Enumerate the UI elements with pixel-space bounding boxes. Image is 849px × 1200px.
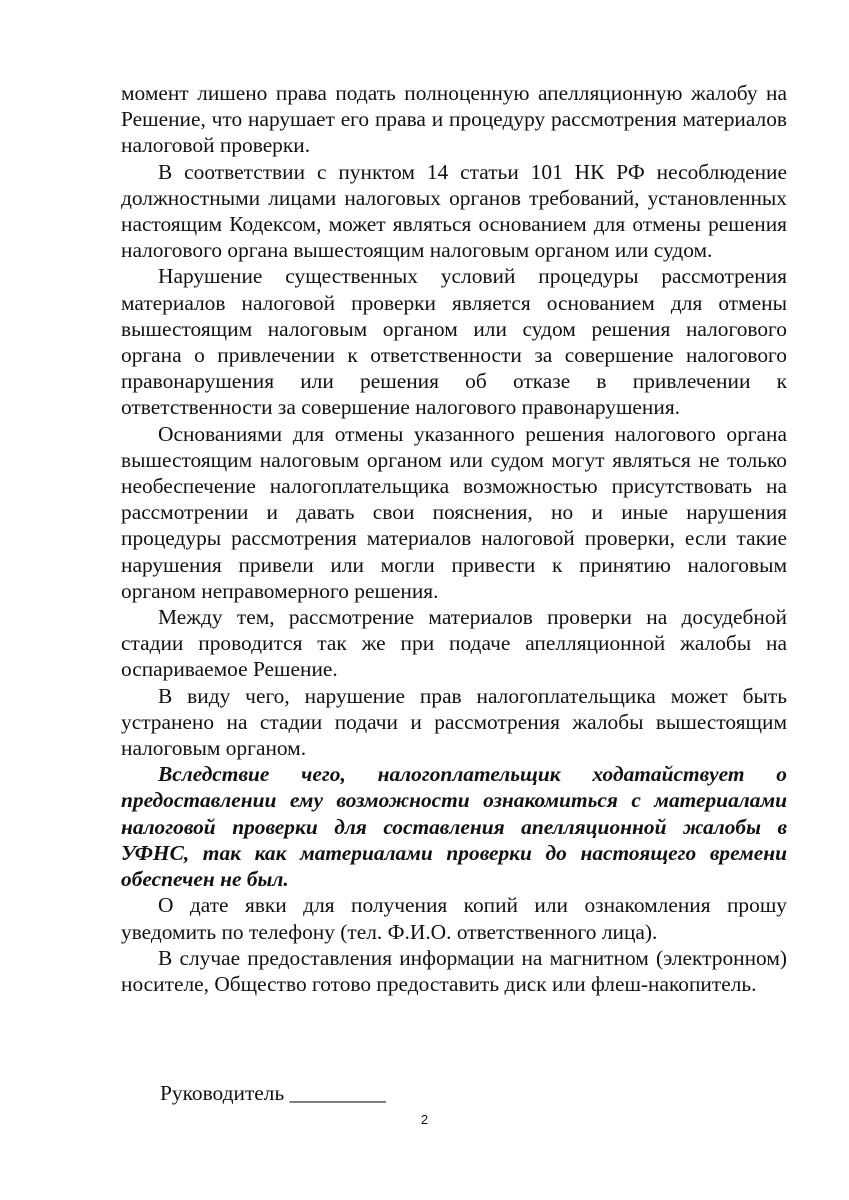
- paragraph-continuation: момент лишено права подать полноценную апелляционную жалобу на Решение, что нарушает его права и процедуру рассмотрения материалов налоговой проверки.: [121, 81, 787, 158]
- document-body: [121, 80, 787, 997]
- paragraph-grounds-for-cancellation: Основаниями для отмены указанного решения налогового органа вышестоящим налоговым органом или судом могут являться не только необеспечение налогоплательщика возможностью присутствовать на рассмотрении и давать свои пояснения, но и иные нарушения процедуры рассмотрения материалов налоговой проверки, если такие нарушения привели или могли привести к принятию налоговым органом неправомерного решения.: [121, 421, 787, 603]
- paragraph-notification-request: О дате явки для получения копий или ознакомления прошу уведомить по телефону (тел. Ф.И.О. ответственного лица).: [121, 893, 787, 944]
- signature-line: Руководитель _________: [160, 1081, 386, 1105]
- paragraph-rights-remedy: В виду чего, нарушение прав налогоплательщика может быть устранено на стадии подачи и рассмотрения жалобы вышестоящим налоговым органом.: [121, 683, 787, 761]
- paragraph-procedure-violation: Нарушение существенных условий процедуры рассмотрения материалов налоговой проверки является основанием для отмены вышестоящим налоговым органом или судом решения налогового органа о привлечении к ответственности за совершение налогового правонарушения или решения об отказе в привлечении к ответственности за совершение налогового правонарушения.: [121, 264, 787, 420]
- paragraph-electronic-media: В случае предоставления информации на магнитном (электронном) носителе, Общество готово предоставить диск или флеш-накопитель.: [121, 945, 787, 996]
- paragraph-pretrial-stage: Между тем, рассмотрение материалов проверки на досудебной стадии проводится так же при подаче апелляционной жалобы на оспариваемое Решение.: [121, 605, 787, 682]
- paragraph-petition: Вследствие чего, налогоплательщик ходатайствует о предоставлении ему возможности ознакомиться с материалами налоговой проверки для составления апелляционной жалобы в УФНС, так как материалами проверки до настоящего времени обеспечен не был.: [121, 762, 787, 892]
- page-number: 2: [420, 1112, 429, 1127]
- paragraph-nk-rf-reference: В соответствии с пунктом 14 статьи 101 НК РФ несоблюдение должностными лицами налоговых органов требований, установленных настоящим Кодексом, может являться основанием для отмены решения налогового органа вышестоящим налоговым органом или судом.: [121, 159, 787, 263]
